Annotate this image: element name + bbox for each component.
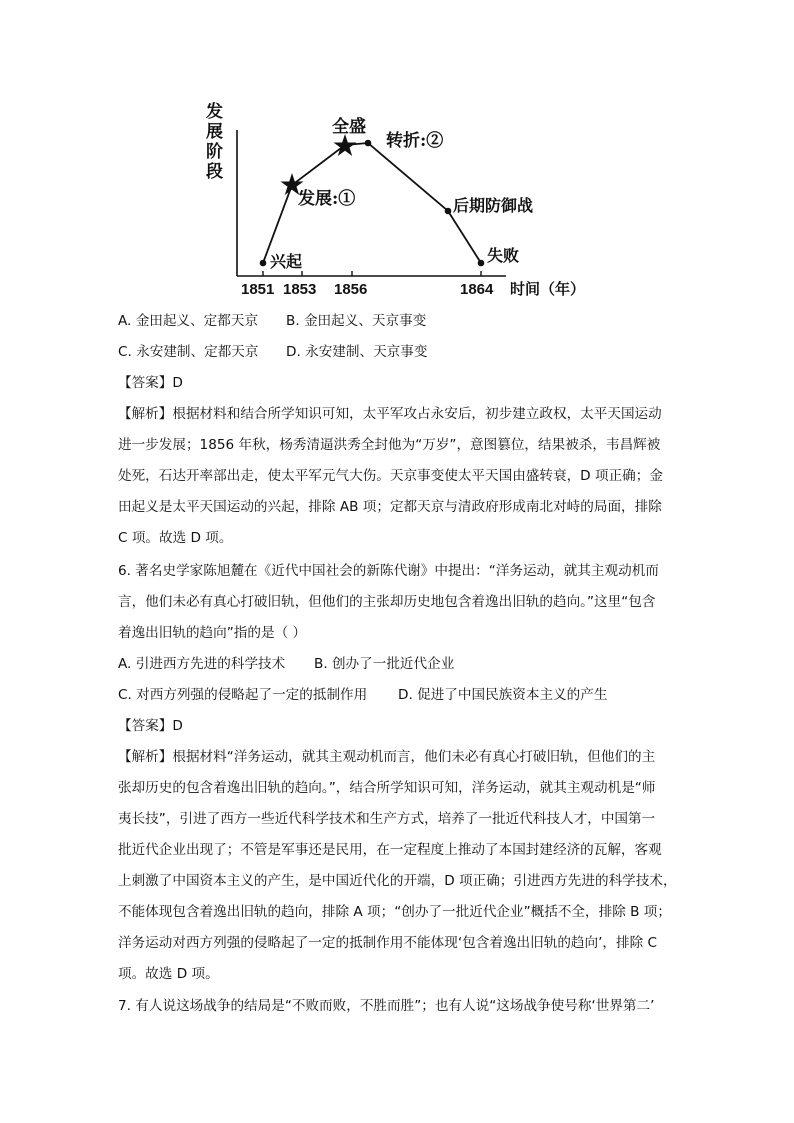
q6-option-a: A. 引进西方先进的科学技术 [118,656,286,672]
x-tick-label: 1853 [283,281,317,298]
star-peak-icon [334,134,357,156]
chart-svg [190,95,610,305]
y-label-char: 发 [206,102,223,122]
q6-analysis-line: 张却历史的包含着逸出旧轨的趋向。”，结合所学知识可知，洋务运动，就其主观动机是“师 [118,780,656,796]
q6-stem-line: 6. 著名史学家陈旭麓在《近代中国社会的新陈代谢》中提出：“洋务运动，就其主观动机而 [118,563,659,579]
q5-option-b: B. 金田起义、天京事变 [286,313,427,329]
history-stage-chart [190,95,610,305]
q6-analysis-line: 不能体现包含着逸出旧轨的趋向，排除 A 项；“创办了一批近代企业”概括不全，排除 B 项； [118,904,671,920]
q6-option-b: B. 创办了一批近代企业 [314,656,455,672]
q7-stem-line: 7. 有人说这场战争的结局是“不败而败，不胜而胜”；也有人说“这场战争使号称‘世界第二’ [118,998,655,1014]
q6-stem-line: 言，他们未必有真心打破旧轨，但他们的主张却历史地包含着逸出旧轨的趋向。”这里“包含 [118,594,656,610]
q5-option-a: A. 金田起义、定都天京 [118,313,259,329]
q6-option-d: D. 促进了中国民族资本主义的产生 [398,687,608,703]
q6-analysis-line: 批近代企业出现了；不管是军事还是民用，在一定程度上推动了本国封建经济的瓦解，客观 [118,842,662,858]
point-late-defense [445,208,452,215]
q6-options-row-2 [118,685,607,705]
q6-analysis-line: 项。故选 D 项。 [118,966,219,982]
development-line [263,143,481,263]
q5-analysis-line: 田起义是太平天国运动的兴起，排除 AB 项；定都天京与清政府形成南北对峙的局面，排除 [118,499,662,515]
label-turning: 转折:② [386,131,444,151]
point-rise [260,260,267,267]
q5-analysis-line: C 项。故选 D 项。 [118,530,233,546]
point-turning [365,140,372,147]
q5-analysis-line: 【解析】根据材料和结合所学知识可知，太平军攻占永安后，初步建立政权，太平天国运动 [118,406,662,422]
q6-analysis-line: 夷长技”，引进了西方一些近代科学技术和生产方式，培养了一批近代科技人才，中国第一 [118,811,656,827]
y-label-char: 阶 [206,142,223,162]
q6-stem-line: 着逸出旧轨的趋向”指的是（ ） [118,625,307,641]
label-development: 发展:① [298,189,356,209]
q5-option-d: D. 永安建制、天京事变 [286,344,428,360]
point-failure [478,260,485,267]
x-tick-label: 1851 [241,281,275,298]
q5-answer: 【答案】D [118,375,183,391]
q6-analysis-line: 【解析】根据材料“洋务运动，就其主观动机而言，他们未必有真心打破旧轨，但他们的主 [118,749,656,765]
q6-answer: 【答案】D [118,718,183,734]
q5-analysis-line: 处死，石达开率部出走，使太平军元气大伤。天京事变使太平天国由盛转衰，D 项正确；金 [118,468,663,484]
label-rise: 兴起 [270,252,303,271]
label-peak: 全盛 [332,117,366,137]
q6-analysis-line: 洋务运动对西方列强的侵略起了一定的抵制作用不能体现‘包含着逸出旧轨的趋向’，排除 C [118,935,658,951]
y-label-char: 展 [206,122,223,142]
x-tick-label: 1864 [460,281,494,298]
q5-options-row-2 [118,342,427,362]
q5-option-c: C. 永安建制、定都天京 [118,344,259,360]
label-late-defense: 后期防御战 [453,196,534,215]
q6-analysis-line: 上刺激了中国资本主义的产生，是中国近代化的开端，D 项正确；引进西方先进的科学技术， [118,873,677,889]
label-failure: 失败 [487,246,520,265]
x-tick-label: 1856 [334,281,368,298]
q5-options-row-1 [118,311,426,331]
y-label-char: 段 [206,162,223,182]
q6-option-c: C. 对西方列强的侵略起了一定的抵制作用 [118,687,368,703]
q5-analysis-line: 进一步发展；1856 年秋，杨秀清逼洪秀全封他为“万岁”，意图篡位，结果被杀，韦昌辉被 [118,437,661,453]
q6-options-row-1 [118,654,454,674]
x-axis-label: 时间（年） [510,280,586,298]
